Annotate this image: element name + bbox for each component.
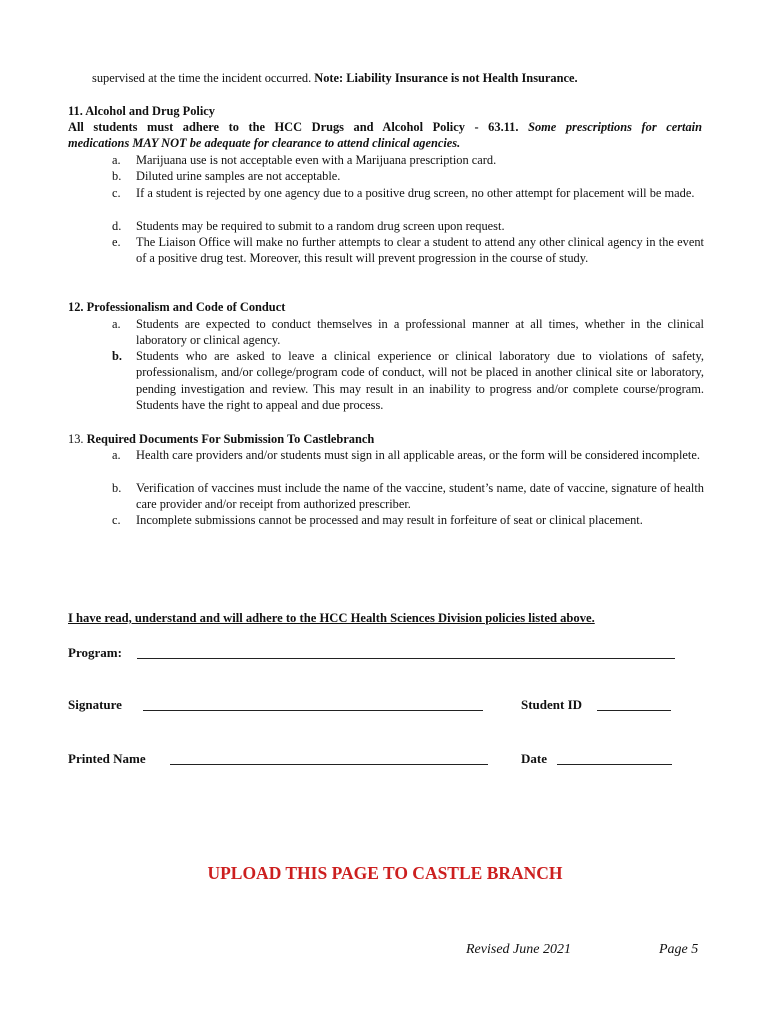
section-11-heading: 11. Alcohol and Drug Policy [68,104,215,118]
item-text: Students are expected to conduct themselves in a professional manner at all times, whether in the clinical laboratory or clinical agency. [136,317,704,348]
item-letter: d. [112,219,122,233]
date-label: Date [521,751,547,766]
item-letter: b. [112,169,122,183]
insurance-note: Note: Liability Insurance is not Health Insurance. [314,71,578,85]
page-number: Page 5 [659,942,699,957]
item-text: Students may be required to submit to a random drug screen upon request. [136,219,505,233]
item-letter: a. [112,317,121,331]
section-12-heading: 12. Professionalism and Code of Conduct [68,300,286,314]
item-letter: b. [112,481,122,495]
item-letter: a. [112,153,121,167]
item-text: The Liaison Office will make no further attempts to clear a student to attend any other clinical agency in the event of a positive drug test. Moreover, this result will prevent progression in the course of study. [136,235,704,266]
item-letter: a. [112,448,121,462]
section-11-policy-line2: medications MAY NOT be adequate for clearance to attend clinical agencies. [68,136,461,150]
policy-statement: All students must adhere to the HCC Drugs and Alcohol Policy - 63.11. [68,120,519,134]
item-text: Diluted urine samples are not acceptable. [136,169,341,183]
item-letter: c. [112,513,121,527]
item-letter: b. [112,349,122,363]
printed-name-label: Printed Name [68,751,146,766]
student-id-label: Student ID [521,697,583,712]
revision-date: Revised June 2021 [466,942,571,957]
policy-prescriptions-italic: Some prescriptions for certain [528,120,703,134]
insurance-note-text: Note: Liability Insurance is not Health Insurance [314,71,575,85]
item-text: Marijuana use is not acceptable even with a Marijuana prescription card. [136,153,497,167]
acknowledgement-statement: I have read, understand and will adhere to the HCC Health Sciences Division policies listed above. [68,611,595,625]
program-label: Program: [68,645,122,660]
item-text: Incomplete submissions cannot be processed and may result in forfeiture of seat or clinical placement. [136,513,643,527]
signature-input-line[interactable] [143,710,483,711]
date-input-line[interactable] [557,764,672,765]
item-letter: c. [112,186,121,200]
item-letter: e. [112,235,121,249]
item-text: Students who are asked to leave a clinical experience or clinical laboratory due to violations of safety, professionalism, and/or college/program code of conduct, will not be placed in another clinical site or laboratory, pending investigation and review. This may result in an inability to progress and/or complete course/program. Students have the right to appeal and due process. [136,349,704,413]
section-11-policy-line1 [68,119,702,135]
intro-text: supervised at the time the incident occurred. [92,71,312,85]
section-13-title: Required Documents For Submission To Castlebranch [86,432,375,446]
section-13-number: 13. [68,432,84,446]
signature-label: Signature [68,697,122,712]
printed-name-input-line[interactable] [170,764,488,765]
item-text: If a student is rejected by one agency due to a positive drug screen, no other attempt for placement will be made. [136,186,695,200]
program-input-line[interactable] [137,658,675,659]
upload-notice: UPLOAD THIS PAGE TO CASTLE BRANCH [207,863,563,883]
item-text: Verification of vaccines must include the name of the vaccine, student’s name, date of vaccine, signature of health care provider and/or receipt from authorized prescriber. [136,481,704,512]
section-13-heading [68,431,374,447]
intro-line [92,70,578,86]
item-text: Health care providers and/or students must sign in all applicable areas, or the form will be considered incomplete. [136,448,700,462]
student-id-input-line[interactable] [597,710,671,711]
